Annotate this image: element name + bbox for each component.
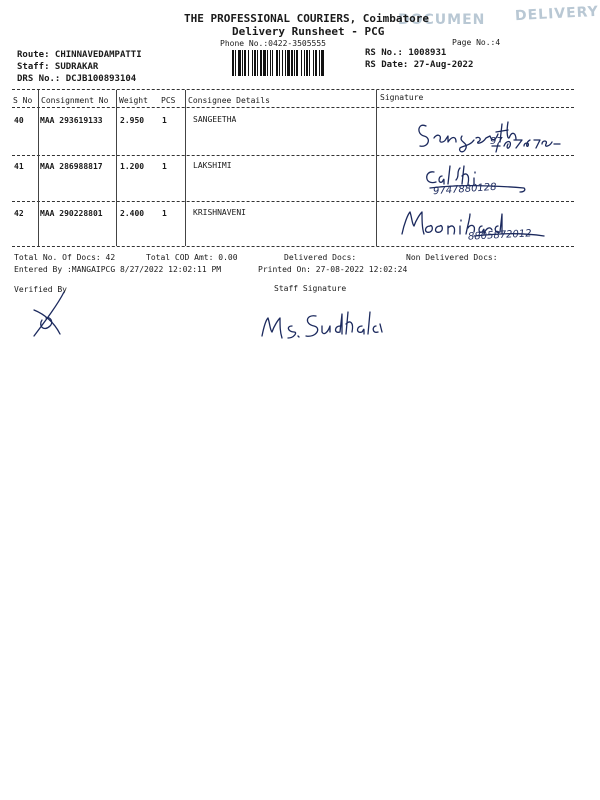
verified-by-label: Verified By [14, 285, 67, 294]
staff-signature-label: Staff Signature [274, 284, 347, 293]
barcode-bar [315, 50, 317, 76]
row-consignment: MAA 290228801 [40, 209, 103, 218]
phone-number: Phone No.:0422-3505555 [220, 39, 326, 48]
barcode-bar [296, 50, 298, 76]
barcode-bar [279, 50, 280, 76]
entered-by: Entered By :MANGAIPCG 8/27/2022 12:02:11 PM [14, 265, 222, 274]
drs-number: DRS No.: DCJB100893104 [17, 74, 137, 84]
row-consignment: MAA 286988817 [40, 162, 103, 171]
barcode-bar [235, 50, 236, 76]
header-pcs: PCS [161, 96, 176, 105]
barcode-bar [244, 50, 246, 76]
row-consignee: LAKSHIMI [193, 161, 232, 170]
verified-signature [24, 290, 74, 342]
column-separator [38, 90, 39, 246]
barcode-bar [294, 50, 295, 76]
barcode-bar [306, 50, 308, 76]
row-weight: 1.200 [120, 162, 145, 171]
consignee-signature-phone [502, 134, 562, 152]
barcode-bar [309, 50, 310, 76]
row-sno: 40 [14, 116, 24, 125]
rs-number: RS No.: 1008931 [365, 48, 447, 58]
barcode-bar [276, 50, 278, 76]
row-consignee: SANGEETHA [193, 115, 237, 124]
barcode-bar [263, 50, 266, 76]
row-weight: 2.950 [120, 116, 145, 125]
total-docs: Total No. Of Docs: 42 [14, 253, 116, 262]
header-consignment: Consignment No [41, 96, 109, 105]
route-name: Route: CHINNAVEDAMPATTI [17, 50, 142, 60]
row-pcs: 1 [162, 116, 167, 125]
row-consignee: KRISHNAVENI [193, 208, 246, 217]
row-weight: 2.400 [120, 209, 145, 218]
barcode-bar [252, 50, 253, 76]
stamp-delivery: DELIVERY [514, 3, 600, 25]
barcode-bar [291, 50, 293, 76]
barcode-bar [257, 50, 258, 76]
signature-phone: 8805872012 [467, 228, 532, 243]
column-separator [116, 90, 117, 246]
barcode-bar [319, 50, 320, 76]
barcode-bar [267, 50, 268, 76]
staff-signature [258, 304, 388, 344]
barcode-bar [232, 50, 234, 76]
column-separator [185, 90, 186, 246]
signature-phone: 9747880128 [432, 181, 497, 198]
printed-on: Printed On: 27-08-2022 12:02:24 [258, 265, 408, 274]
total-cod: Total COD Amt: 0.00 [146, 253, 238, 262]
barcode-bar [301, 50, 302, 76]
barcode-bar [248, 50, 249, 76]
header-signature: Signature [380, 93, 424, 102]
barcode-bar [321, 50, 324, 76]
barcode-bar [313, 50, 314, 76]
barcode-bar [304, 50, 305, 76]
barcode-bar [270, 50, 271, 76]
row-consignment: MAA 293619133 [40, 116, 103, 125]
barcode-bar [272, 50, 273, 76]
barcode-bar [282, 50, 283, 76]
runsheet-title: Delivery Runsheet - PCG [232, 25, 385, 38]
signature-phone: 97 [490, 136, 503, 147]
row-sno: 42 [14, 209, 24, 218]
header-sno: S No [13, 96, 33, 105]
rs-date: RS Date: 27-Aug-2022 [365, 60, 474, 70]
header-weight: Weight [119, 96, 148, 105]
non-delivered-docs: Non Delivered Docs: [406, 253, 498, 262]
staff-name: Staff: SUDRAKAR [17, 62, 99, 72]
stamp-document: DOCUMEN [398, 12, 486, 28]
barcode-bar [285, 50, 286, 76]
company-name: THE PROFESSIONAL COURIERS, Coimbatore [184, 12, 430, 25]
barcode-bar [238, 50, 241, 76]
row-pcs: 1 [162, 209, 167, 218]
table-header-rule [12, 107, 574, 108]
column-separator [376, 90, 377, 246]
header-consignee: Consignee Details [188, 96, 270, 105]
barcode-bar [260, 50, 262, 76]
barcode-bar [254, 50, 256, 76]
row-pcs: 1 [162, 162, 167, 171]
barcode [232, 50, 356, 76]
page-number: Page No.:4 [452, 38, 501, 47]
row-sno: 41 [14, 162, 24, 171]
delivered-docs: Delivered Docs: [284, 253, 357, 262]
barcode-bar [287, 50, 290, 76]
table-top-rule [12, 89, 574, 90]
barcode-bar [242, 50, 243, 76]
